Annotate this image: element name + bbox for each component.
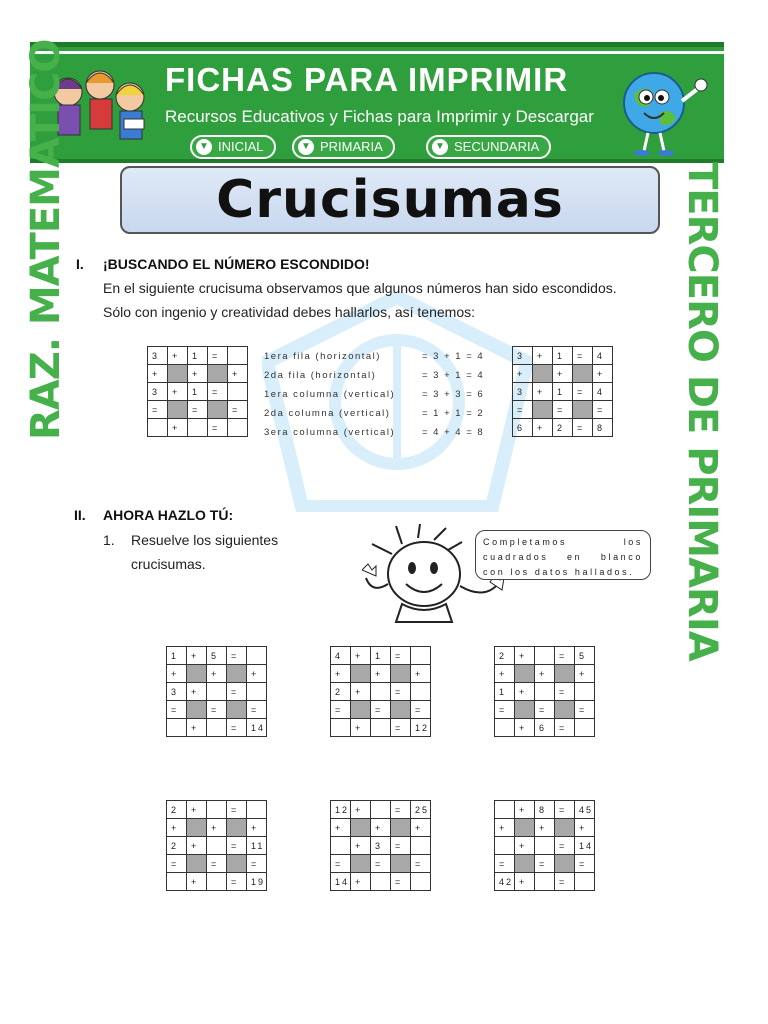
grid-row bbox=[495, 701, 595, 719]
grid-shaded-cell bbox=[187, 701, 207, 719]
grid-cell: + bbox=[411, 665, 431, 683]
grid-row bbox=[331, 837, 431, 855]
grid-cell: + bbox=[187, 837, 207, 855]
explanation-equation: = 4 + 4 = 8 bbox=[422, 427, 485, 438]
grid-shaded-cell bbox=[227, 819, 247, 837]
grid-cell: + bbox=[187, 719, 207, 737]
grid-shaded-cell bbox=[533, 401, 553, 419]
arrow-down-icon: ▼ bbox=[298, 139, 314, 155]
grid-blank-cell[interactable] bbox=[207, 873, 227, 891]
grid-row bbox=[495, 837, 595, 855]
grid-cell: + bbox=[575, 665, 595, 683]
grid-row bbox=[148, 401, 248, 419]
grid-cell: + bbox=[515, 801, 535, 819]
grid-cell: = bbox=[411, 701, 431, 719]
grid-row bbox=[331, 683, 431, 701]
grid-row bbox=[167, 819, 267, 837]
grid-cell: + bbox=[207, 819, 227, 837]
grid-cell: + bbox=[247, 819, 267, 837]
grid-cell: 3 bbox=[513, 383, 533, 401]
grid-cell: 1 bbox=[553, 347, 573, 365]
nav-inicial-label: INICIAL bbox=[218, 139, 264, 154]
grid-cell: + bbox=[351, 647, 371, 665]
grid-cell: + bbox=[575, 819, 595, 837]
grid-cell: + bbox=[331, 819, 351, 837]
explanation-label: 2da fila (horizontal) bbox=[264, 370, 377, 381]
grid-cell: 2 bbox=[167, 837, 187, 855]
puzzle-grid bbox=[166, 646, 267, 737]
grid-blank-cell[interactable] bbox=[207, 801, 227, 819]
grid-cell: + bbox=[533, 347, 553, 365]
section-1-heading: ¡BUSCANDO EL NÚMERO ESCONDIDO! bbox=[103, 256, 370, 272]
grid-blank-cell[interactable] bbox=[331, 719, 351, 737]
nav-primaria-label: PRIMARIA bbox=[320, 139, 383, 154]
banner-subtitle: Recursos Educativos y Fichas para Imprimir y Descargar bbox=[165, 107, 594, 126]
grid-blank-cell[interactable] bbox=[495, 719, 515, 737]
grid-blank-cell[interactable] bbox=[411, 873, 431, 891]
grid-row bbox=[167, 837, 267, 855]
page-title: Crucisumas bbox=[216, 170, 564, 230]
grid-row bbox=[331, 665, 431, 683]
grid-row bbox=[167, 855, 267, 873]
grid-cell: = bbox=[555, 801, 575, 819]
grid-blank-cell[interactable] bbox=[188, 419, 208, 437]
grid-blank-cell[interactable] bbox=[575, 719, 595, 737]
grid-cell: = bbox=[575, 855, 595, 873]
grid-cell: = bbox=[593, 401, 613, 419]
grid-cell: + bbox=[187, 873, 207, 891]
grid-row bbox=[495, 801, 595, 819]
nav-secundaria-button[interactable] bbox=[426, 135, 551, 159]
grid-cell: = bbox=[188, 401, 208, 419]
grid-cell: + bbox=[515, 719, 535, 737]
grid-row bbox=[495, 819, 595, 837]
grid-cell: + bbox=[351, 719, 371, 737]
grid-cell: 4 bbox=[331, 647, 351, 665]
grid-cell: + bbox=[593, 365, 613, 383]
grid-cell: = bbox=[371, 855, 391, 873]
grid-shaded-cell bbox=[555, 819, 575, 837]
item-line-2: crucisumas. bbox=[131, 556, 206, 572]
grid-row bbox=[331, 819, 431, 837]
grid-blank-cell[interactable] bbox=[411, 837, 431, 855]
grid-cell: + bbox=[168, 419, 188, 437]
grid-cell: 5 bbox=[575, 647, 595, 665]
speech-bubble: Completamos los cuadrados en blanco con los datos hallados. bbox=[475, 530, 651, 580]
grid-row bbox=[331, 647, 431, 665]
grid-shaded-cell bbox=[208, 401, 228, 419]
item-line-1: Resuelve los siguientes bbox=[131, 532, 279, 548]
section-1-line-2: Sólo con ingenio y creatividad debes hallarlos, así tenemos: bbox=[103, 304, 475, 320]
grid-cell: 3 bbox=[167, 683, 187, 701]
grid-cell: 2 bbox=[553, 419, 573, 437]
grid-cell: + bbox=[167, 819, 187, 837]
grid-row bbox=[167, 665, 267, 683]
grid-cell: + bbox=[207, 665, 227, 683]
banner-title: FICHAS PARA IMPRIMIR bbox=[165, 61, 569, 98]
grid-cell: = bbox=[555, 837, 575, 855]
grid-blank-cell[interactable] bbox=[167, 719, 187, 737]
grid-cell: = bbox=[227, 873, 247, 891]
puzzle-grid bbox=[330, 646, 431, 737]
grid-cell: 6 bbox=[535, 719, 555, 737]
grid-cell: = bbox=[495, 701, 515, 719]
grid-cell: = bbox=[391, 719, 411, 737]
grid-cell: = bbox=[208, 419, 228, 437]
grid-cell: + bbox=[535, 819, 555, 837]
grid-cell: 2 bbox=[331, 683, 351, 701]
grid-row bbox=[331, 701, 431, 719]
grid-row bbox=[331, 873, 431, 891]
grid-cell: + bbox=[228, 365, 248, 383]
grid-blank-cell[interactable] bbox=[247, 683, 267, 701]
grid-cell: + bbox=[515, 683, 535, 701]
grid-cell: = bbox=[371, 701, 391, 719]
grid-row bbox=[331, 855, 431, 873]
explanation-row bbox=[264, 389, 494, 408]
grid-cell: 2 bbox=[495, 647, 515, 665]
grid-cell: = bbox=[207, 701, 227, 719]
grid-shaded-cell bbox=[515, 819, 535, 837]
puzzle-grid bbox=[166, 800, 267, 891]
grid-cell: + bbox=[371, 665, 391, 683]
grid-row bbox=[513, 401, 613, 419]
side-label-right: TERCERO DE PRIMARIA bbox=[679, 162, 725, 661]
grid-cell: 8 bbox=[593, 419, 613, 437]
explanation-equation: = 1 + 1 = 2 bbox=[422, 408, 485, 419]
grid-blank-cell[interactable] bbox=[228, 347, 248, 365]
grid-row bbox=[495, 647, 595, 665]
grid-cell: + bbox=[351, 801, 371, 819]
grid-cell: = bbox=[208, 347, 228, 365]
grid-shaded-cell bbox=[391, 665, 411, 683]
grid-cell: = bbox=[208, 383, 228, 401]
explanation-label: 3era columna (vertical) bbox=[264, 427, 396, 438]
grid-cell: 1 bbox=[553, 383, 573, 401]
explanation-label: 1era fila (horizontal) bbox=[264, 351, 381, 362]
grid-cell: = bbox=[555, 719, 575, 737]
example-crucisuma-grid bbox=[147, 346, 248, 437]
grid-cell: + bbox=[351, 873, 371, 891]
grid-row bbox=[167, 801, 267, 819]
grid-cell: 5 bbox=[207, 647, 227, 665]
grid-cell: = bbox=[247, 701, 267, 719]
grid-shaded-cell bbox=[391, 855, 411, 873]
grid-shaded-cell bbox=[351, 701, 371, 719]
grid-cell: 14 bbox=[331, 873, 351, 891]
grid-blank-cell[interactable] bbox=[207, 837, 227, 855]
arrow-down-icon: ▼ bbox=[196, 139, 212, 155]
grid-blank-cell[interactable] bbox=[535, 837, 555, 855]
grid-blank-cell[interactable] bbox=[371, 719, 391, 737]
grid-blank-cell[interactable] bbox=[575, 873, 595, 891]
explanation-equation: = 3 + 1 = 4 bbox=[422, 370, 485, 381]
grid-cell: 1 bbox=[371, 647, 391, 665]
grid-shaded-cell bbox=[227, 665, 247, 683]
grid-cell: = bbox=[331, 701, 351, 719]
grid-cell: + bbox=[515, 873, 535, 891]
grid-cell: 2 bbox=[167, 801, 187, 819]
explanation-label: 1era columna (vertical) bbox=[264, 389, 396, 400]
grid-cell: + bbox=[513, 365, 533, 383]
grid-shaded-cell bbox=[187, 855, 207, 873]
grid-cell: + bbox=[495, 819, 515, 837]
title-box bbox=[120, 166, 660, 234]
grid-cell: = bbox=[227, 647, 247, 665]
grid-cell: 14 bbox=[575, 837, 595, 855]
grid-cell: = bbox=[553, 401, 573, 419]
grid-cell: + bbox=[533, 419, 553, 437]
grid-cell: = bbox=[535, 701, 555, 719]
header-banner bbox=[30, 42, 724, 163]
grid-shaded-cell bbox=[351, 665, 371, 683]
grid-shaded-cell bbox=[515, 855, 535, 873]
grid-cell: = bbox=[573, 347, 593, 365]
grid-shaded-cell bbox=[555, 665, 575, 683]
explanation-row bbox=[264, 351, 494, 370]
explanation-equation: = 3 + 1 = 4 bbox=[422, 351, 485, 362]
grid-blank-cell[interactable] bbox=[371, 801, 391, 819]
grid-cell: = bbox=[391, 683, 411, 701]
grid-row bbox=[167, 873, 267, 891]
grid-cell: + bbox=[168, 347, 188, 365]
grid-blank-cell[interactable] bbox=[247, 801, 267, 819]
grid-row bbox=[513, 419, 613, 437]
grid-cell: = bbox=[228, 401, 248, 419]
grid-shaded-cell bbox=[555, 855, 575, 873]
grid-cell: 42 bbox=[495, 873, 515, 891]
grid-row bbox=[148, 347, 248, 365]
grid-blank-cell[interactable] bbox=[535, 683, 555, 701]
grid-cell: + bbox=[495, 665, 515, 683]
grid-blank-cell[interactable] bbox=[575, 683, 595, 701]
grid-row bbox=[148, 383, 248, 401]
grid-row bbox=[331, 719, 431, 737]
grid-cell: 1 bbox=[188, 383, 208, 401]
nav-primaria-button[interactable] bbox=[292, 135, 395, 159]
grid-cell: 12 bbox=[331, 801, 351, 819]
grid-cell: + bbox=[167, 665, 187, 683]
nav-secundaria-label: SECUNDARIA bbox=[454, 139, 540, 154]
grid-shaded-cell bbox=[227, 855, 247, 873]
grid-shaded-cell bbox=[533, 365, 553, 383]
grid-cell: + bbox=[187, 683, 207, 701]
grid-row bbox=[331, 801, 431, 819]
arrow-down-icon: ▼ bbox=[432, 139, 448, 155]
grid-cell: = bbox=[555, 647, 575, 665]
grid-cell: = bbox=[575, 701, 595, 719]
grid-shaded-cell bbox=[187, 665, 207, 683]
side-label-left: RAZ. MATEMATICO bbox=[23, 39, 69, 440]
grid-cell: 19 bbox=[247, 873, 267, 891]
grid-shaded-cell bbox=[168, 401, 188, 419]
globe-mascot-icon bbox=[612, 67, 712, 157]
grid-row bbox=[167, 683, 267, 701]
grid-cell: 12 bbox=[411, 719, 431, 737]
grid-cell: + bbox=[553, 365, 573, 383]
grid-cell: + bbox=[515, 837, 535, 855]
grid-cell: 14 bbox=[247, 719, 267, 737]
grid-cell: = bbox=[513, 401, 533, 419]
grid-shaded-cell bbox=[227, 701, 247, 719]
explanation-equation: = 3 + 3 = 6 bbox=[422, 389, 485, 400]
grid-cell: + bbox=[168, 383, 188, 401]
grid-cell: = bbox=[535, 855, 555, 873]
explanation-list bbox=[264, 351, 494, 446]
grid-shaded-cell bbox=[168, 365, 188, 383]
grid-row bbox=[495, 665, 595, 683]
grid-blank-cell[interactable] bbox=[207, 719, 227, 737]
grid-cell: + bbox=[331, 665, 351, 683]
grid-blank-cell[interactable] bbox=[495, 801, 515, 819]
grid-cell: 4 bbox=[593, 347, 613, 365]
grid-cell: = bbox=[148, 401, 168, 419]
puzzle-grid bbox=[494, 646, 595, 737]
item-number: 1. bbox=[103, 532, 115, 548]
grid-blank-cell[interactable] bbox=[148, 419, 168, 437]
grid-cell: = bbox=[227, 801, 247, 819]
grid-shaded-cell bbox=[208, 365, 228, 383]
grid-row bbox=[495, 873, 595, 891]
grid-blank-cell[interactable] bbox=[535, 873, 555, 891]
solved-crucisuma-grid bbox=[512, 346, 613, 437]
grid-shaded-cell bbox=[573, 365, 593, 383]
banner-stripe bbox=[30, 51, 724, 54]
grid-cell: = bbox=[411, 855, 431, 873]
grid-blank-cell[interactable] bbox=[411, 647, 431, 665]
grid-shaded-cell bbox=[573, 401, 593, 419]
grid-cell: = bbox=[207, 855, 227, 873]
grid-row bbox=[167, 701, 267, 719]
grid-cell: + bbox=[188, 365, 208, 383]
grid-blank-cell[interactable] bbox=[411, 683, 431, 701]
section-2-heading: AHORA HAZLO TÚ: bbox=[103, 507, 234, 523]
section-2-number: II. bbox=[74, 507, 86, 523]
grid-cell: = bbox=[227, 837, 247, 855]
grid-row bbox=[495, 855, 595, 873]
grid-cell: = bbox=[573, 383, 593, 401]
grid-cell: + bbox=[411, 819, 431, 837]
grid-cell: = bbox=[555, 873, 575, 891]
grid-cell: + bbox=[351, 683, 371, 701]
grid-cell: = bbox=[391, 647, 411, 665]
puzzle-grid bbox=[494, 800, 595, 891]
grid-cell: 1 bbox=[188, 347, 208, 365]
grid-cell: 25 bbox=[411, 801, 431, 819]
grid-cell: 1 bbox=[167, 647, 187, 665]
grid-cell: + bbox=[247, 665, 267, 683]
grid-row bbox=[148, 419, 248, 437]
grid-cell: = bbox=[227, 719, 247, 737]
explanation-row bbox=[264, 370, 494, 389]
grid-cell: 1 bbox=[495, 683, 515, 701]
grid-cell: + bbox=[187, 801, 207, 819]
grid-cell: 3 bbox=[148, 347, 168, 365]
grid-cell: = bbox=[167, 855, 187, 873]
grid-shaded-cell bbox=[555, 701, 575, 719]
grid-cell: + bbox=[187, 647, 207, 665]
grid-row bbox=[513, 347, 613, 365]
grid-cell: + bbox=[535, 665, 555, 683]
grid-blank-cell[interactable] bbox=[331, 837, 351, 855]
grid-cell: 3 bbox=[513, 347, 533, 365]
grid-cell: 45 bbox=[575, 801, 595, 819]
grid-row bbox=[495, 719, 595, 737]
grid-blank-cell[interactable] bbox=[371, 873, 391, 891]
grid-row bbox=[513, 365, 613, 383]
grid-shaded-cell bbox=[515, 665, 535, 683]
grid-cell: = bbox=[391, 801, 411, 819]
grid-cell: + bbox=[533, 383, 553, 401]
grid-shaded-cell bbox=[351, 855, 371, 873]
grid-row bbox=[167, 647, 267, 665]
grid-row bbox=[167, 719, 267, 737]
grid-cell: 3 bbox=[371, 837, 391, 855]
explanation-label: 2da columna (vertical) bbox=[264, 408, 391, 419]
grid-blank-cell[interactable] bbox=[535, 647, 555, 665]
grid-cell: 4 bbox=[593, 383, 613, 401]
grid-cell: = bbox=[573, 419, 593, 437]
grid-cell: + bbox=[351, 837, 371, 855]
grid-blank-cell[interactable] bbox=[495, 837, 515, 855]
grid-cell: = bbox=[167, 701, 187, 719]
grid-cell: = bbox=[227, 683, 247, 701]
grid-shaded-cell bbox=[391, 819, 411, 837]
grid-blank-cell[interactable] bbox=[167, 873, 187, 891]
grid-cell: = bbox=[331, 855, 351, 873]
grid-cell: = bbox=[391, 873, 411, 891]
grid-shaded-cell bbox=[515, 701, 535, 719]
section-1-line-1: En el siguiente crucisuma observamos que algunos números han sido escondidos. bbox=[103, 280, 617, 296]
grid-blank-cell[interactable] bbox=[247, 647, 267, 665]
grid-blank-cell[interactable] bbox=[228, 383, 248, 401]
explanation-row bbox=[264, 408, 494, 427]
grid-shaded-cell bbox=[391, 701, 411, 719]
grid-shaded-cell bbox=[187, 819, 207, 837]
grid-row bbox=[513, 383, 613, 401]
section-1-number: I. bbox=[76, 256, 84, 272]
grid-cell: = bbox=[391, 837, 411, 855]
grid-cell: = bbox=[555, 683, 575, 701]
grid-cell: 6 bbox=[513, 419, 533, 437]
grid-row bbox=[148, 365, 248, 383]
grid-cell: + bbox=[148, 365, 168, 383]
grid-blank-cell[interactable] bbox=[207, 683, 227, 701]
puzzle-grid bbox=[330, 800, 431, 891]
grid-row bbox=[495, 683, 595, 701]
grid-cell: 3 bbox=[148, 383, 168, 401]
grid-cell: + bbox=[515, 647, 535, 665]
grid-cell: = bbox=[247, 855, 267, 873]
grid-blank-cell[interactable] bbox=[371, 683, 391, 701]
grid-blank-cell[interactable] bbox=[228, 419, 248, 437]
grid-cell: + bbox=[371, 819, 391, 837]
grid-shaded-cell bbox=[351, 819, 371, 837]
grid-cell: = bbox=[495, 855, 515, 873]
nav-inicial-button[interactable] bbox=[190, 135, 276, 159]
grid-cell: 11 bbox=[247, 837, 267, 855]
explanation-row bbox=[264, 427, 494, 446]
grid-cell: 8 bbox=[535, 801, 555, 819]
